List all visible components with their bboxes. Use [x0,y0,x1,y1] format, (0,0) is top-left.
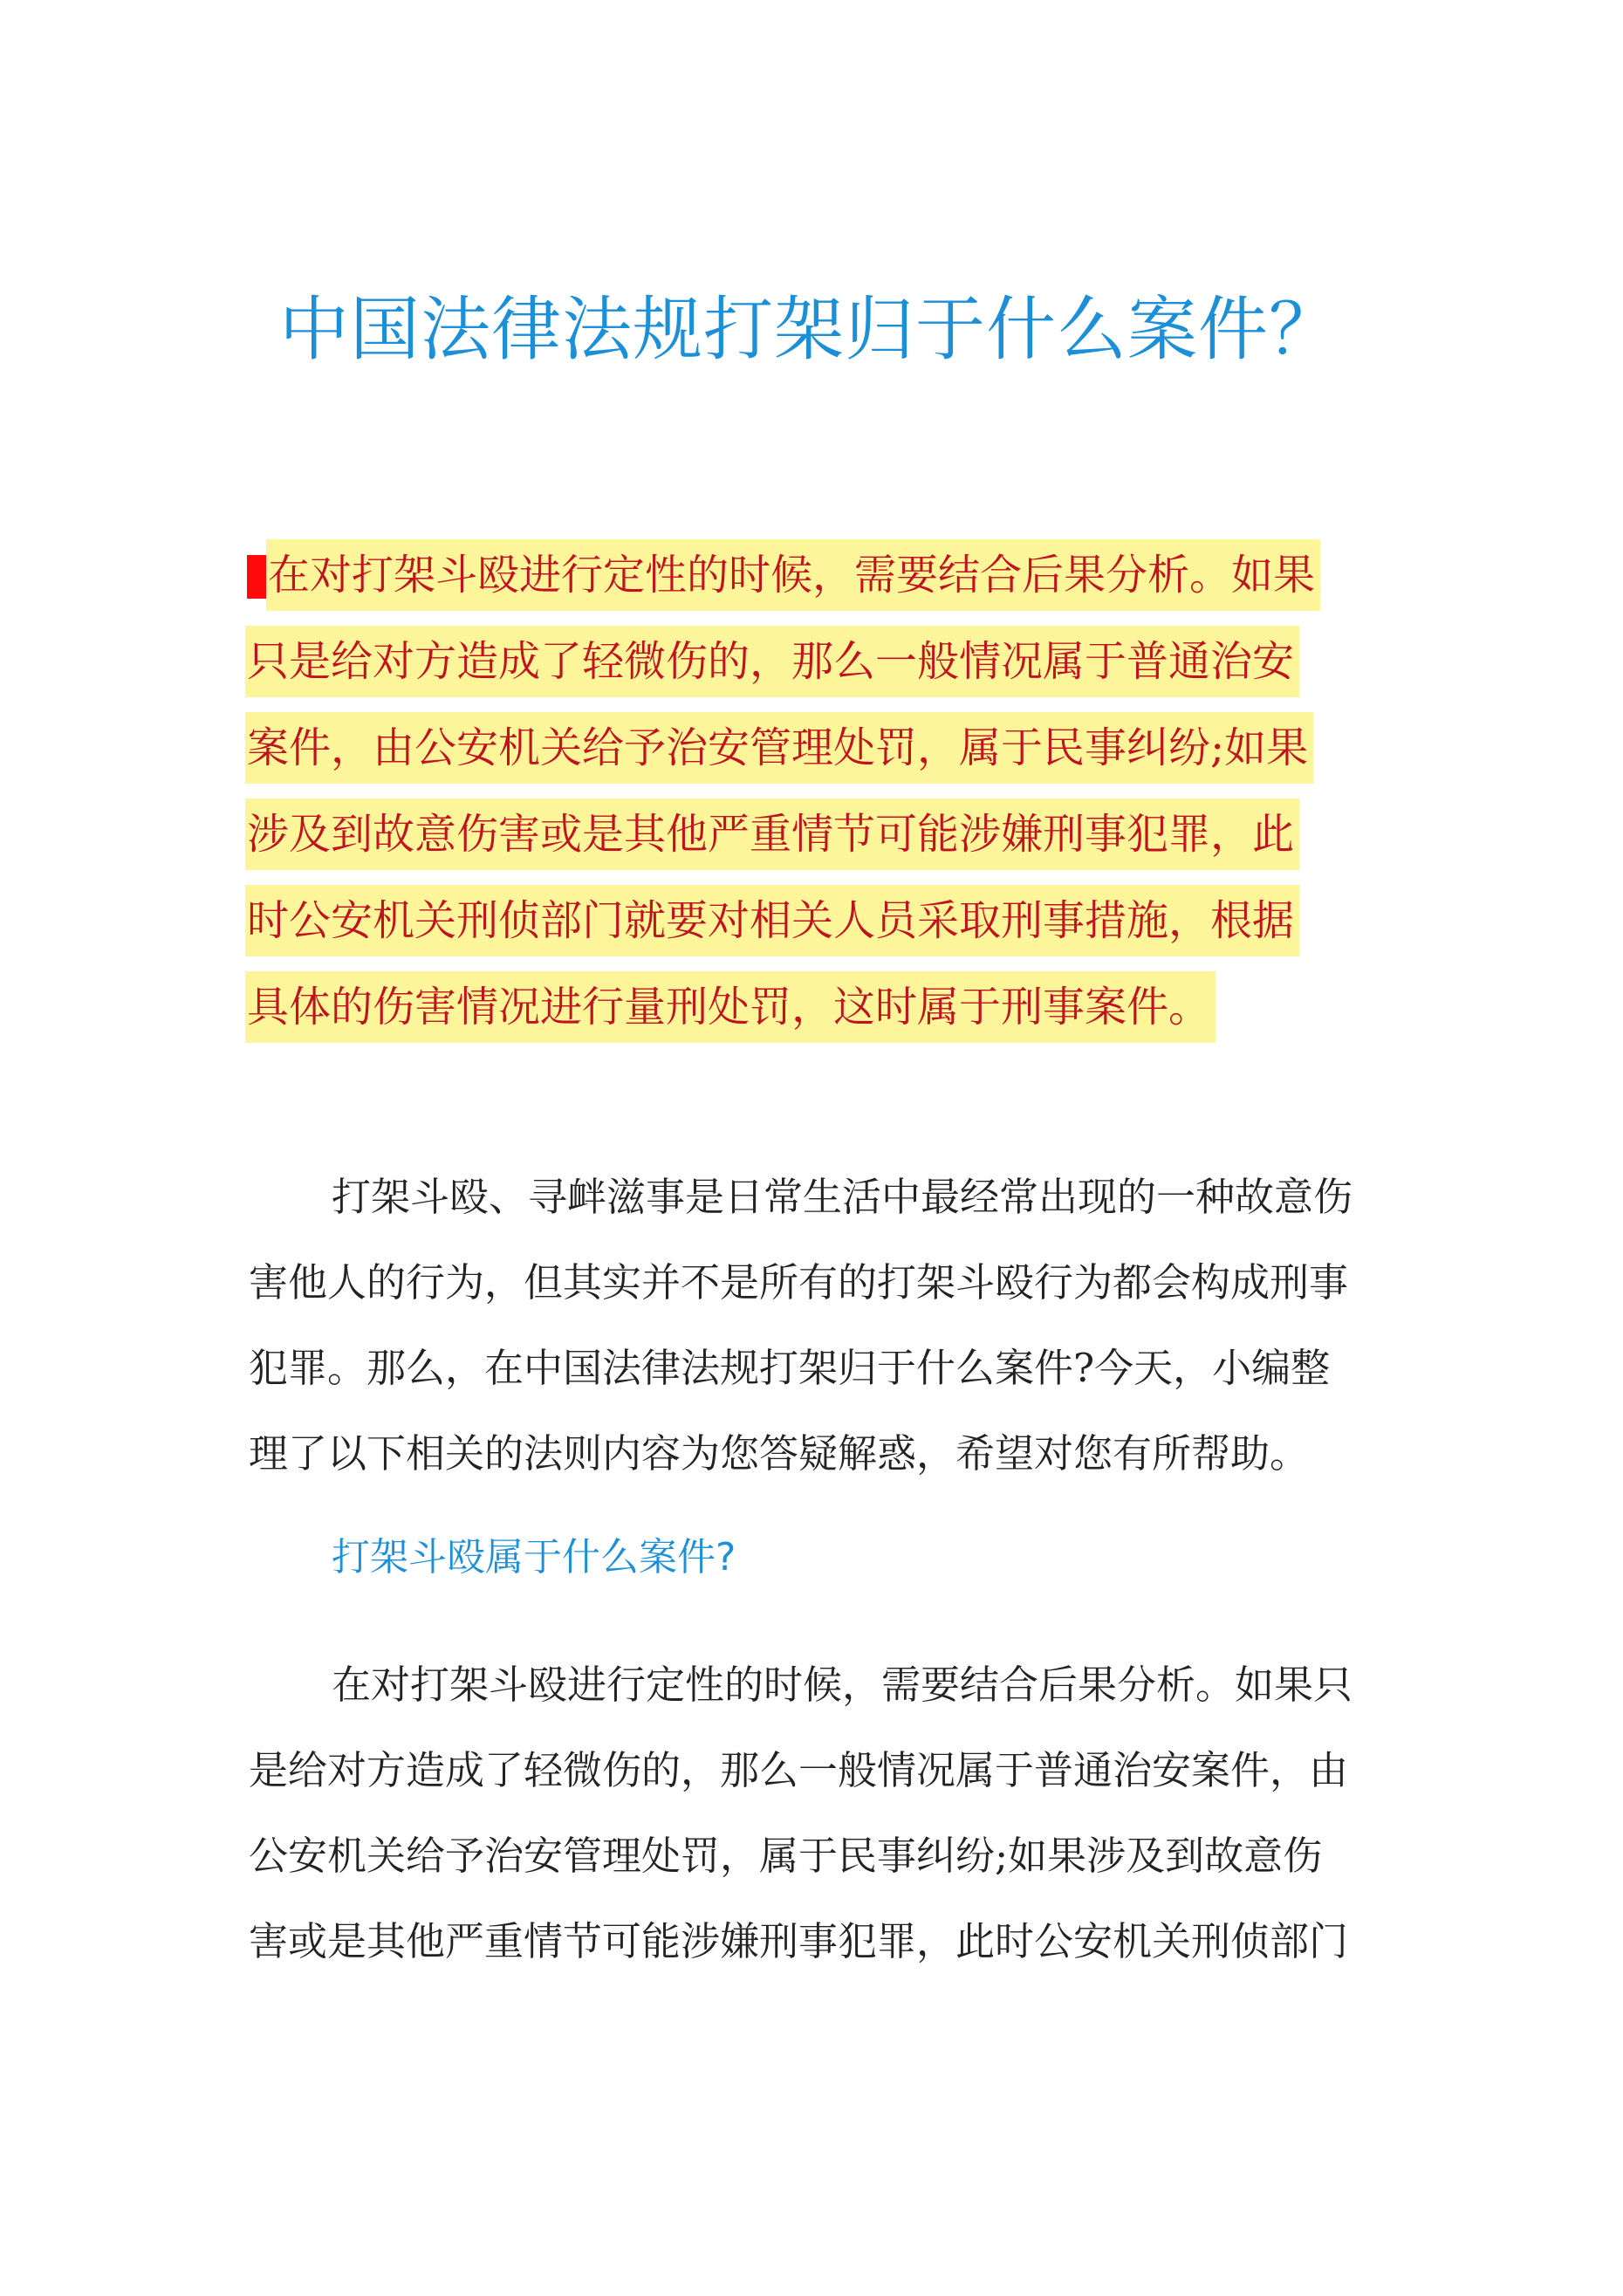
intro-paragraph [249,1155,1383,1497]
paragraph-line: 犯罪。那么，在中国法律法规打架归于什么案件?今天，小编整 [249,1345,1331,1391]
page-title: 中国法律法规打架归于什么案件？ [279,289,1339,370]
paragraph-line: 害他人的行为，但其实并不是所有的打架斗殴行为都会构成刑事 [249,1259,1349,1306]
summary-line: 时公安机关刑侦部门就要对相关人员采取刑事措施，根据 [247,878,1381,964]
paragraph-line: 公安机关给予治安管理处罚，属于民事纠纷;如果涉及到故意伤 [249,1833,1323,1879]
summary-line: 案件，由公安机关给予治安管理处罚，属于民事纠纷;如果 [247,705,1381,792]
paragraph-line: 害或是其他严重情节可能涉嫌刑事犯罪，此时公安机关刑侦部门 [249,1918,1349,1964]
summary-line: 只是给对方造成了轻微伤的，那么一般情况属于普通治安 [247,619,1381,705]
paragraph-line: 在对打架斗殴进行定性的时候，需要结合后果分析。如果只 [332,1662,1353,1708]
paragraph-line: 理了以下相关的法则内容为您答疑解惑，希望对您有所帮助。 [249,1430,1310,1477]
paragraph-line: 打架斗殴、寻衅滋事是日常生活中最经常出现的一种故意伤 [332,1174,1353,1220]
summary-line: 在对打架斗殴进行定性的时候，需要结合后果分析。如果 [247,532,1381,619]
paragraph-line: 是给对方造成了轻微伤的，那么一般情况属于普通治安案件，由 [249,1747,1349,1793]
summary-line: 具体的伤害情况进行量刑处罚，这时属于刑事案件。 [247,964,1381,1051]
body-paragraph [249,1642,1383,1984]
summary-line: 涉及到故意伤害或是其他严重情节可能涉嫌刑事犯罪，此 [247,792,1381,878]
highlighted-summary [247,532,1381,1051]
section-heading: 打架斗殴属于什么案件? [332,1535,736,1580]
